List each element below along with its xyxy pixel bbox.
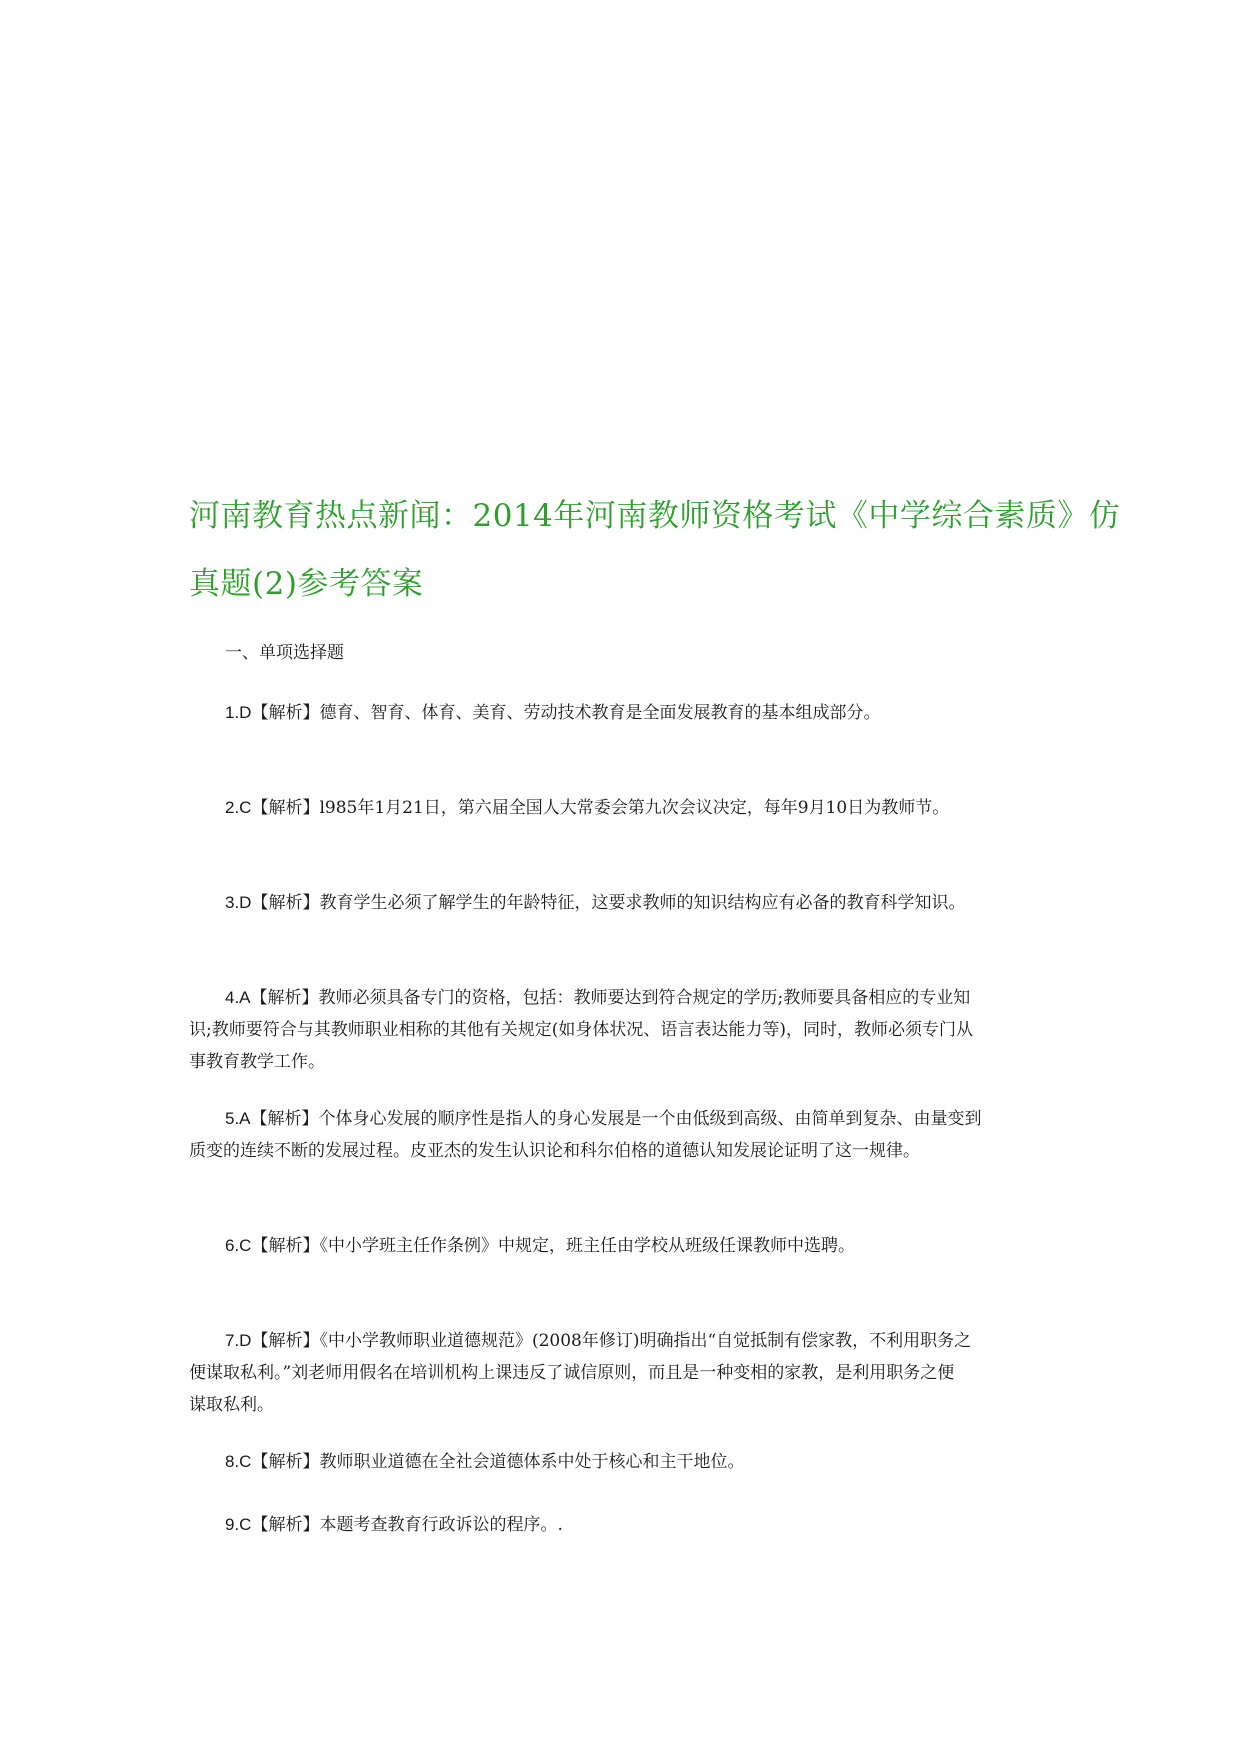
answer-line: 事教育教学工作。: [189, 1052, 325, 1072]
answer-item-2: [189, 792, 1057, 824]
answer-number: 6.C: [225, 1236, 252, 1255]
answer-item-1: [189, 697, 1057, 729]
answer-line: [189, 1103, 1057, 1135]
answer-text: 《中小学班主任作条例》中规定，班主任由学校从班级任课教师中选聘。: [319, 1236, 855, 1256]
section-heading: 一、单项选择题: [225, 643, 344, 663]
analysis-tag: 【解析】: [251, 703, 320, 723]
answer-text: 教师必须具备专门的资格，包括：教师要达到符合规定的学历;教师要具备相应的专业知: [318, 988, 971, 1008]
answer-line: [189, 697, 1057, 729]
answer-item-5: [189, 1103, 1057, 1167]
answer-line: [189, 1230, 1057, 1262]
analysis-tag: 【解析】: [251, 798, 320, 818]
answer-text: 个体身心发展的顺序性是指人的身心发展是一个由低级到高级、由简单到复杂、由量变到: [318, 1109, 982, 1129]
answer-number: 1.D: [225, 703, 252, 722]
answer-line: 谋取私利。: [189, 1395, 274, 1415]
document-title: [189, 482, 1121, 618]
answer-item-8: [189, 1446, 1057, 1478]
answer-line: 便谋取私利。”刘老师用假名在培训机构上课违反了诚信原则，而且是一种变相的家教，是利用职务之便: [189, 1363, 955, 1383]
title-line-1: 河南教育热点新闻：2014年河南教师资格考试《中学综合素质》仿: [189, 498, 1121, 534]
answer-line: [189, 1509, 1057, 1541]
analysis-tag: 【解析】: [251, 1236, 320, 1256]
answer-item-4: [189, 982, 1057, 1078]
answer-number: 7.D: [225, 1331, 252, 1350]
answer-line: 识;教师要符合与其教师职业相称的其他有关规定(如身体状况、语言表达能力等)，同时，教师必须专门从: [189, 1020, 973, 1040]
answer-text: 本题考查教育行政诉讼的程序。.: [319, 1515, 563, 1535]
analysis-tag: 【解析】: [251, 1515, 320, 1535]
answer-line: [189, 887, 1057, 919]
answer-number: 2.C: [225, 798, 252, 817]
answer-text: 德育、智育、体育、美育、劳动技术教育是全面发展教育的基本组成部分。: [319, 703, 881, 723]
answer-item-9: [189, 1509, 1057, 1541]
answer-number: 8.C: [225, 1452, 252, 1471]
answer-item-3: [189, 887, 1057, 919]
answer-text: 教育学生必须了解学生的年龄特征，这要求教师的知识结构应有必备的教育科学知识。: [319, 893, 966, 913]
answer-number: 4.A: [225, 988, 251, 1007]
answer-line: [189, 1325, 1057, 1357]
answer-item-7: [189, 1325, 1057, 1421]
analysis-tag: 【解析】: [251, 1331, 320, 1351]
answer-line: [189, 982, 1057, 1014]
answer-line: [189, 1446, 1057, 1478]
title-line-2: 真题(2)参考答案: [189, 566, 424, 602]
answer-number: 5.A: [225, 1109, 251, 1128]
answer-number: 3.D: [225, 893, 252, 912]
answer-text: 《中小学教师职业道德规范》(2008年修订)明确指出“自觉抵制有偿家教，不利用职务之: [319, 1331, 972, 1351]
analysis-tag: 【解析】: [250, 1109, 319, 1129]
answer-text: l985年1月21日，第六届全国人大常委会第九次会议决定，每年9月10日为教师节。: [319, 798, 950, 818]
analysis-tag: 【解析】: [250, 988, 319, 1008]
answer-item-6: [189, 1230, 1057, 1262]
answer-line: [189, 792, 1057, 824]
answer-line: 质变的连续不断的发展过程。皮亚杰的发生认识论和科尔伯格的道德认知发展论证明了这一规律。: [189, 1141, 920, 1161]
answer-number: 9.C: [225, 1515, 252, 1534]
analysis-tag: 【解析】: [251, 893, 320, 913]
analysis-tag: 【解析】: [251, 1452, 320, 1472]
answer-text: 教师职业道德在全社会道德体系中处于核心和主干地位。: [319, 1452, 745, 1472]
